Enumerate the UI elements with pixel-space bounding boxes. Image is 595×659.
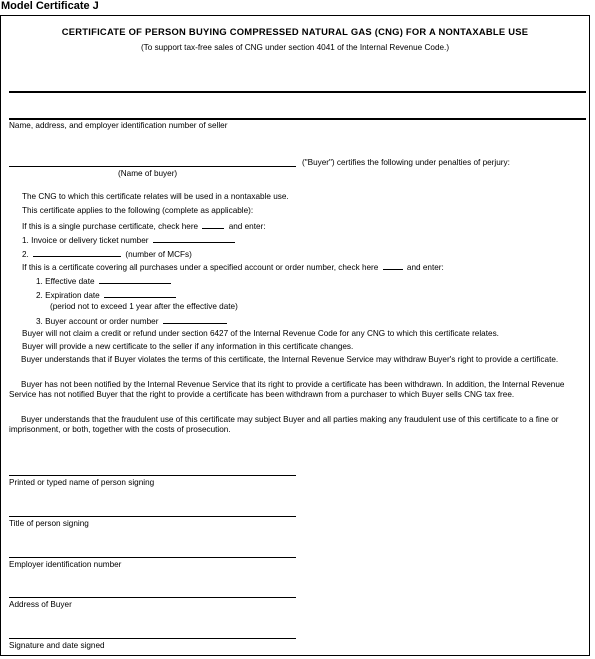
expiration-date-field[interactable] bbox=[104, 289, 176, 298]
account-number-field[interactable] bbox=[163, 315, 227, 324]
single-purchase-enter-text: and enter: bbox=[228, 222, 266, 231]
ein-label: Employer identification number bbox=[9, 560, 122, 569]
account-certificate-enter-text: and enter: bbox=[406, 263, 444, 272]
title-field[interactable] bbox=[9, 516, 296, 517]
effective-date-row bbox=[36, 275, 173, 286]
buyer-address-field[interactable] bbox=[9, 597, 296, 598]
buyer-name-field[interactable] bbox=[9, 166, 296, 167]
statement-new-certificate: Buyer will provide a new certificate to the seller if any information in this certificate changes. bbox=[22, 342, 354, 351]
printed-name-field[interactable] bbox=[9, 475, 296, 476]
invoice-row bbox=[22, 234, 237, 245]
statement-no-credit: Buyer will not claim a credit or refund under section 6427 of the Internal Revenue Code for any CNG to which this certificate relates. bbox=[22, 329, 499, 338]
account-number-label: 3. Buyer account or order number bbox=[36, 317, 159, 326]
form-subtitle: (To support tax-free sales of CNG under section 4041 of the Internal Revenue Code.) bbox=[140, 43, 450, 52]
signature-date-label: Signature and date signed bbox=[9, 641, 105, 650]
mcf-field[interactable] bbox=[33, 248, 121, 257]
statement-nontaxable-use: The CNG to which this certificate relates will be used in a nontaxable use. bbox=[22, 192, 289, 201]
expiration-date-row bbox=[36, 289, 178, 300]
seller-label: Name, address, and employer identification number of seller bbox=[9, 121, 228, 130]
paragraph-fraudulent-use: Buyer understands that the fraudulent use of this certificate may subject Buyer and all parties making any fraudulent use of this certificate to a fine or imprisonment, or both, together with the costs of prosecution. bbox=[9, 415, 559, 434]
seller-line-2[interactable] bbox=[9, 118, 586, 120]
paragraph-withdraw-right: Buyer understands that if Buyer violates the terms of this certificate, the Internal Revenue Service may withdraw Buyer's right to provide a certificate. bbox=[21, 355, 559, 364]
mcf-number-label: 2. bbox=[22, 250, 29, 259]
invoice-number-field[interactable] bbox=[153, 234, 235, 243]
invoice-label: 1. Invoice or delivery ticket number bbox=[22, 236, 149, 245]
account-certificate-check-field[interactable] bbox=[383, 261, 403, 270]
expiration-date-label: 2. Expiration date bbox=[36, 291, 100, 300]
single-purchase-text: If this is a single purchase certificate, check here bbox=[22, 222, 199, 231]
ein-field[interactable] bbox=[9, 557, 296, 558]
single-purchase-row bbox=[22, 220, 266, 231]
paragraph-not-notified: Buyer has not been notified by the Internal Revenue Service that its right to provide a certificate has been withdrawn. In addition, the Internal Revenue Service has not notified Buyer that the right to provide a certificate has been withdrawn from a purchaser to which Buyer sells CNG tax free. bbox=[9, 380, 565, 399]
name-of-buyer-label: (Name of buyer) bbox=[118, 169, 178, 178]
period-note: (period not to exceed 1 year after the effective date) bbox=[50, 302, 238, 311]
account-certificate-row bbox=[22, 261, 444, 272]
title-label: Title of person signing bbox=[9, 519, 89, 528]
mcf-label: (number of MCFs) bbox=[125, 250, 192, 259]
mcf-row bbox=[22, 248, 192, 259]
account-number-row bbox=[36, 315, 229, 326]
statement-applies-to: This certificate applies to the following (complete as applicable): bbox=[22, 206, 254, 215]
signature-date-field[interactable] bbox=[9, 638, 296, 639]
seller-line-1[interactable] bbox=[9, 91, 586, 93]
certificate-label: Model Certificate J bbox=[1, 0, 99, 12]
effective-date-field[interactable] bbox=[99, 275, 171, 284]
account-certificate-text: If this is a certificate covering all purchases under a specified account or order number, check here bbox=[22, 263, 379, 272]
buyer-certifies-text: ("Buyer") certifies the following under penalties of perjury: bbox=[302, 158, 510, 167]
single-purchase-check-field[interactable] bbox=[202, 220, 224, 229]
printed-name-label: Printed or typed name of person signing bbox=[9, 478, 155, 487]
effective-date-label: 1. Effective date bbox=[36, 277, 95, 286]
buyer-address-label: Address of Buyer bbox=[9, 600, 72, 609]
form-title: CERTIFICATE OF PERSON BUYING COMPRESSED NATURAL GAS (CNG) FOR A NONTAXABLE USE bbox=[61, 26, 529, 37]
